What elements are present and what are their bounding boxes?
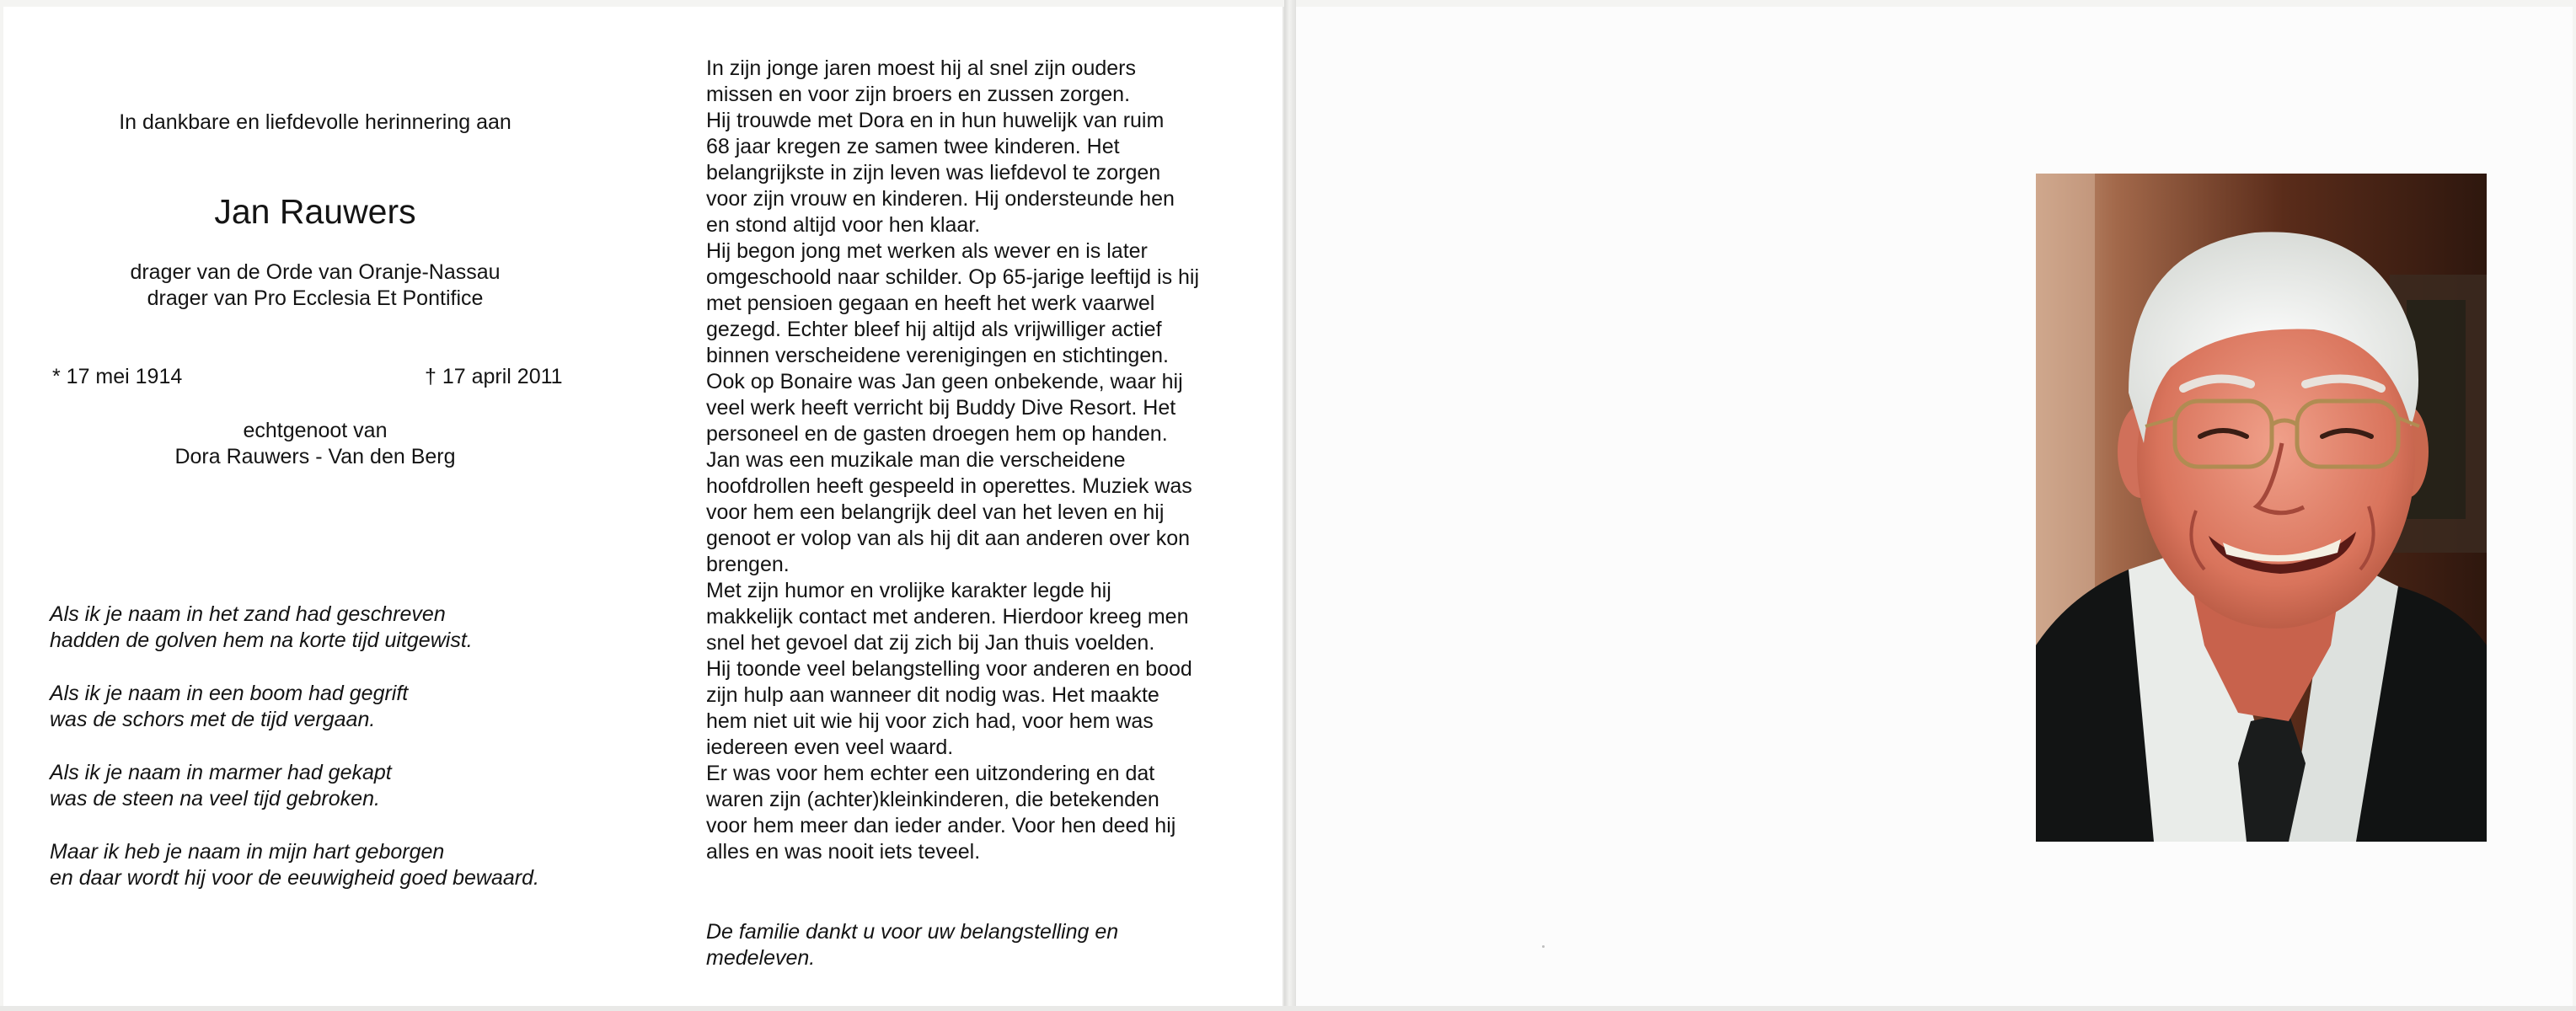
family-thanks [706, 919, 1279, 971]
biography [706, 56, 1279, 865]
portrait-photo [2036, 174, 2487, 842]
bio-line: personeel en de gasten droegen hem op handen. [706, 422, 1168, 446]
bio-line: voor zijn vrouw en kinderen. Hij ondersteunde hen [706, 187, 1175, 211]
bio-line: missen en voor zijn broers en zussen zorgen. [706, 83, 1131, 106]
poem-line: was de schors met de tijd vergaan. [50, 708, 376, 731]
bio-line: Met zijn humor en vrolijke karakter legde hij [706, 579, 1111, 602]
bio-line: hem niet uit wie hij voor zich had, voor hem was [706, 709, 1154, 733]
bio-line: iedereen even veel waard. [706, 736, 954, 759]
spouse-block [54, 418, 576, 470]
bio-line: In zijn jonge jaren moest hij al snel zijn ouders [706, 56, 1136, 80]
honor-line: drager van de Orde van Oranje-Nassau [130, 260, 501, 284]
left-inner-panel [3, 7, 1284, 1006]
bio-line: alles en was nooit iets teveel. [706, 840, 981, 864]
poem [50, 602, 623, 918]
spouse-label: echtgenoot van [243, 419, 388, 442]
poem-line: Als ik je naam in een boom had gegrift [50, 682, 409, 705]
poem-stanza [50, 760, 623, 812]
poem-stanza [50, 602, 623, 654]
bio-line: zijn hulp aan wanneer dit nodig was. Het maakte [706, 683, 1159, 707]
bio-line: omgeschoold naar schilder. Op 65-jarige leeftijd is hij [706, 265, 1200, 289]
death-date: † 17 april 2011 [425, 365, 563, 388]
bio-line: voor hem een belangrijk deel van het leven en hij [706, 500, 1165, 524]
honors [54, 259, 576, 312]
bio-line: genoot er volop van als hij dit aan anderen over kon [706, 527, 1190, 550]
bio-line: waren zijn (achter)kleinkinderen, die betekenden [706, 788, 1159, 811]
bio-line: 68 jaar kregen ze samen twee kinderen. Het [706, 135, 1120, 158]
poem-stanza [50, 681, 623, 733]
thanks-line: De familie dankt u voor uw belangstelling en [706, 920, 1119, 944]
bio-line: Ook op Bonaire was Jan geen onbekende, waar hij [706, 370, 1183, 393]
poem-line: was de steen na veel tijd gebroken. [50, 787, 380, 810]
poem-line: Maar ik heb je naam in mijn hart geborgen [50, 840, 445, 864]
spouse-name: Dora Rauwers - Van den Berg [174, 445, 456, 468]
paper-speck [1542, 945, 1545, 948]
bio-line: veel werk heeft verricht bij Buddy Dive Resort. Het [706, 396, 1176, 420]
bio-line: brengen. [706, 553, 790, 576]
poem-line: Als ik je naam in het zand had geschreven [50, 602, 446, 626]
card-fold [1284, 0, 1296, 1011]
bio-line: makkelijk contact met anderen. Hierdoor kreeg men [706, 605, 1189, 629]
bio-line: met pensioen gegaan en heeft het werk vaarwel [706, 292, 1155, 315]
bio-line: Er was voor hem echter een uitzondering en dat [706, 762, 1155, 785]
poem-line: en daar wordt hij voor de eeuwigheid goed bewaard. [50, 866, 539, 890]
bio-line: gezegd. Echter bleef hij altijd als vrijwilliger actief [706, 318, 1162, 341]
bio-line: hoofdrollen heeft gespeeld in operettes. Muziek was [706, 474, 1192, 498]
portrait-illustration [2036, 174, 2487, 842]
honor-line: drager van Pro Ecclesia Et Pontifice [147, 286, 484, 310]
bio-line: en stond altijd voor hen klaar. [706, 213, 981, 237]
thanks-line: medeleven. [706, 946, 816, 970]
deceased-name: Jan Rauwers [214, 192, 416, 231]
paper-bottom-edge [0, 1006, 2576, 1011]
bio-line: binnen verscheidene verenigingen en stichtingen. [706, 344, 1169, 367]
bio-line: voor hem meer dan ieder ander. Voor hen deed hij [706, 814, 1176, 837]
birth-date: * 17 mei 1914 [52, 365, 183, 388]
intro-line: In dankbare en liefdevolle herinnering aan [119, 110, 511, 134]
bio-line: belangrijkste in zijn leven was liefdevol te zorgen [706, 161, 1161, 185]
bio-line: Jan was een muzikale man die verscheidene [706, 448, 1126, 472]
poem-line: Als ik je naam in marmer had gekapt [50, 761, 392, 784]
bio-line: Hij trouwde met Dora en in hun huwelijk van ruim [706, 109, 1165, 132]
bio-line: snel het gevoel dat zij zich bij Jan thuis voelden. [706, 631, 1155, 655]
poem-stanza [50, 839, 623, 891]
poem-line: hadden de golven hem na korte tijd uitgewist. [50, 629, 473, 652]
bio-line: Hij toonde veel belangstelling voor anderen en bood [706, 657, 1192, 681]
bio-line: Hij begon jong met werken als wever en is later [706, 239, 1148, 263]
